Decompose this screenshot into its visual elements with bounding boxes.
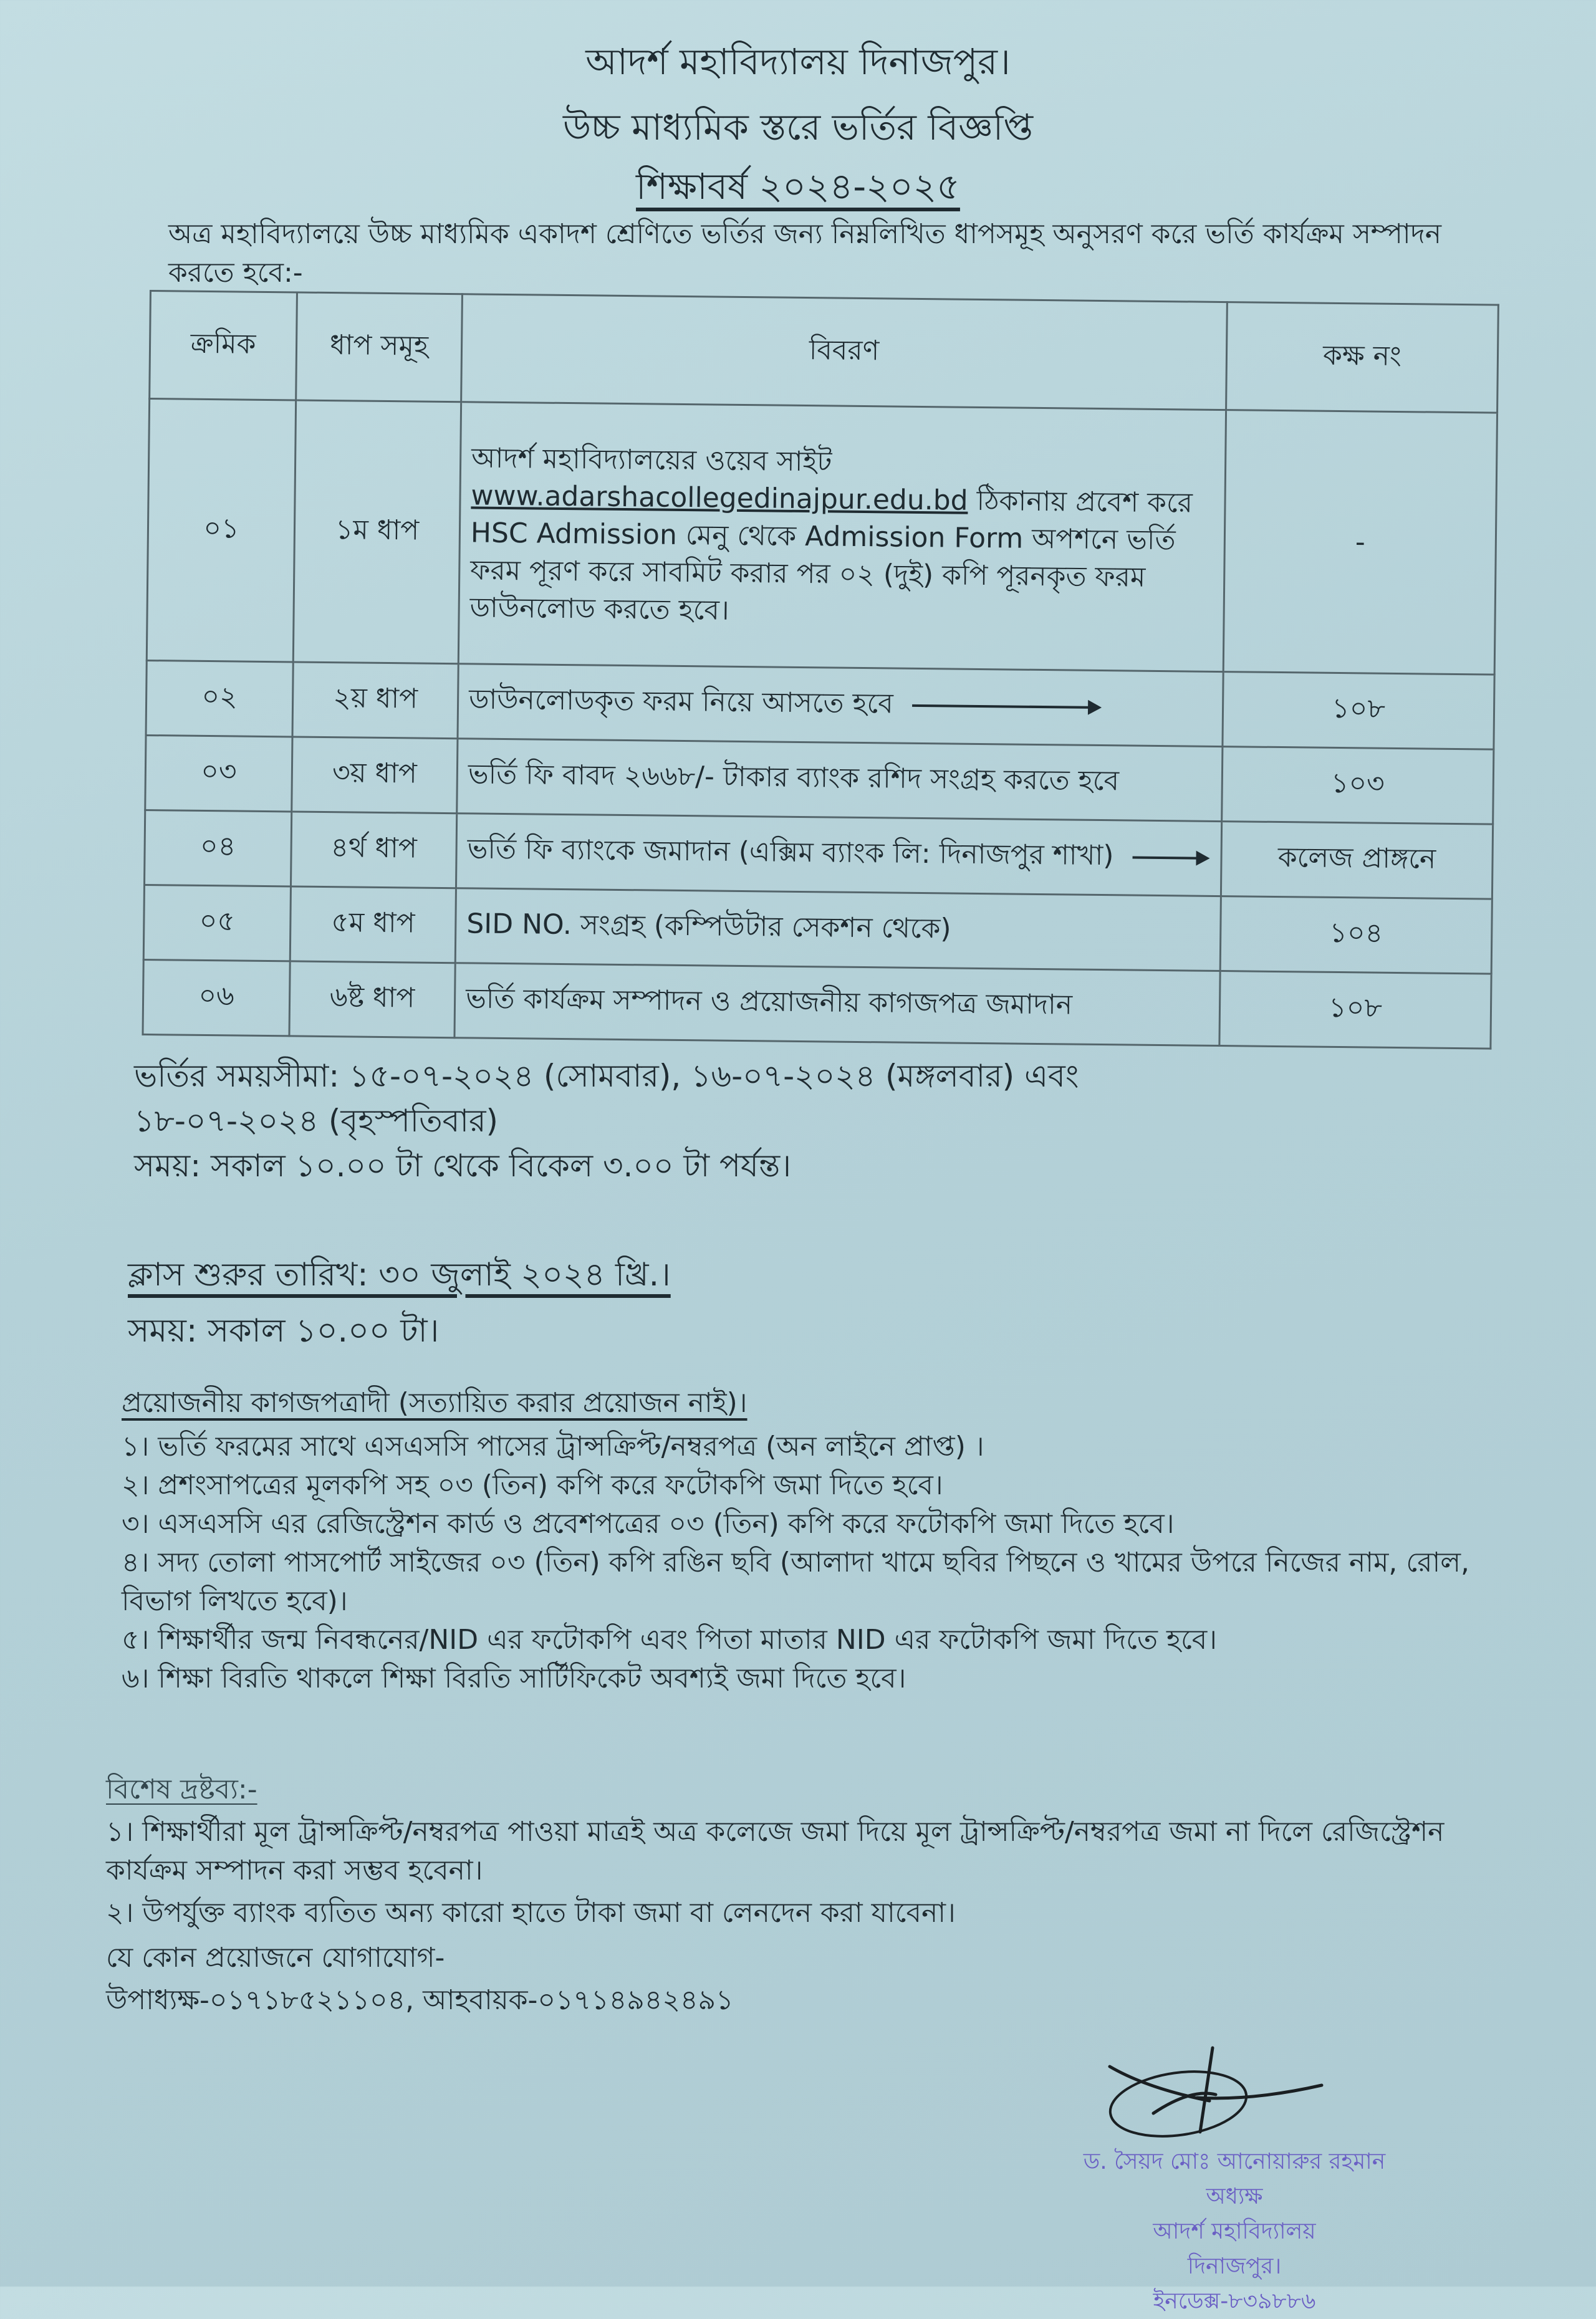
special-notes-heading: বিশেষ দ্রষ্টব্য:- bbox=[106, 1774, 257, 1805]
class-start-time: সময়: সকাল ১০.০০ টা। bbox=[128, 1312, 440, 1350]
college-name: আদর্শ মহাবিদ্যালয় দিনাজপুর। bbox=[585, 41, 1011, 83]
header-room: কক্ষ নং bbox=[1226, 302, 1499, 413]
row-description bbox=[458, 402, 1226, 672]
row-step: ১ম ধাপ bbox=[293, 400, 461, 664]
admission-steps-table bbox=[142, 290, 1499, 1050]
desc-text: ভর্তি ফি ব্যাংকে জমাদান (এক্সিম ব্যাংক লি: দিনাজপুর শাখা) bbox=[467, 833, 1114, 872]
desc-text: আদর্শ মহাবিদ্যালয়ের ওয়েব সাইট bbox=[471, 441, 832, 478]
row-step: ৬ষ্ট ধাপ bbox=[289, 961, 455, 1038]
table-row bbox=[145, 810, 1493, 899]
table-row bbox=[143, 885, 1492, 974]
session-title: শিক্ষাবর্ষ ২০২৪-২০২৫ bbox=[636, 165, 960, 208]
row-step: ৫ম ধাপ bbox=[290, 886, 456, 963]
row-serial: ০৫ bbox=[143, 885, 291, 961]
header-description: বিবরণ bbox=[461, 294, 1228, 410]
document-item: ৪। সদ্য তোলা পাসপোর্ট সাইজের ০৩ (তিন) কপি রঙিন ছবি (আলাদা খামে ছবির পিছনে ও খামের উপরে নিজের নাম, রোল, বিভাগ লিখতে হবে)। bbox=[122, 1547, 1469, 1617]
header-step: ধাপ সমূহ bbox=[296, 292, 463, 402]
deadline-dates: ভর্তির সময়সীমা: ১৫-০৭-২০২৪ (সোমবার), ১৬-০৭-২০২৪ (মঙ্গলবার) এবং bbox=[134, 1058, 1079, 1094]
required-documents bbox=[122, 1384, 1512, 1698]
row-serial: ০১ bbox=[147, 399, 296, 662]
contact-label: যে কোন প্রয়োজনে যোগাযোগ- bbox=[106, 1942, 445, 1974]
row-serial: ০৪ bbox=[145, 810, 292, 886]
table-row bbox=[146, 660, 1494, 749]
class-start-date: ক্লাস শুরুর তারিখ: ৩০ জুলাই ২০২৪ খ্রি.। bbox=[128, 1256, 671, 1294]
stamp-institution: আদর্শ মহাবিদ্যালয় bbox=[1153, 2219, 1316, 2244]
documents-heading: প্রয়োজনীয় কাগজপত্রাদী (সত্যায়িত করার প্রয়োজন নাই)। bbox=[122, 1387, 748, 1419]
document-item: ১। ভর্তি ফরমের সাথে এসএসসি পাসের ট্রান্সক্রিপ্ট/নম্বরপত্র (অন লাইনে প্রাপ্ত) । bbox=[122, 1431, 984, 1462]
note-item: ২। উপর্যুক্ত ব্যাংক ব্যতিত অন্য কারো হাতে টাকা জমা বা লেনদেন করা যাবেনা। bbox=[106, 1897, 956, 1929]
document-item: ৩। এসএসসি এর রেজিস্ট্রেশন কার্ড ও প্রবেশপত্রের ০৩ (তিন) কপি করে ফটোকপি জমা দিতে হবে। bbox=[122, 1508, 1175, 1540]
deadline-time: সময়: সকাল ১০.০০ টা থেকে বিকেল ৩.০০ টা পর্যন্ত। bbox=[134, 1148, 792, 1184]
row-description: ভর্তি ফি বাবদ ২৬৬৮/- টাকার ব্যাংক রশিদ সংগ্রহ করতে হবে bbox=[457, 739, 1223, 822]
desc-text: ঠিকানায় প্রবেশ করে HSC Admission মেনু থেকে Admission Form অপশনে ভর্তি ফরম পূরণ করে সাবমিট করার পর ০২ (দুই) কপি পূরনকৃত ফরম ডাউনলোড করতে হবে। bbox=[469, 484, 1193, 627]
document-item: ৬। শিক্ষা বিরতি থাকলে শিক্ষা বিরতি সার্টিফিকেট অবশ্যই জমা দিতে হবে। bbox=[122, 1663, 906, 1694]
class-start bbox=[128, 1247, 671, 1359]
arrow-right-icon bbox=[912, 704, 1099, 709]
document-item: ৫। শিক্ষার্থীর জন্ম নিবন্ধনের/NID এর ফটোকপি এবং পিতা মাতার NID এর ফটোকপি জমা দিতে হবে। bbox=[122, 1624, 1218, 1656]
header-serial: ক্রমিক bbox=[150, 291, 297, 400]
admission-deadline bbox=[134, 1054, 1506, 1188]
row-description bbox=[456, 814, 1221, 896]
row-step: ৩য় ধাপ bbox=[292, 737, 458, 814]
row-serial: ০৩ bbox=[145, 735, 292, 811]
intro-paragraph: অত্র মহাবিদ্যালয়ে উচ্চ মাধ্যমিক একাদশ শ্রেণিতে ভর্তির জন্য নিম্নলিখিত ধাপসমূহ অনুসরণ করে ভর্তি কার্যক্রম সম্পাদন করতে হবে:- bbox=[168, 218, 1442, 289]
desc-text: ডাউনলোডকৃত ফরম নিয়ে আসতে হবে bbox=[468, 683, 894, 720]
stamp-name: ড. সৈয়দ মোঃ আনোয়ারুর রহমান bbox=[1083, 2149, 1386, 2174]
row-room: ১০৮ bbox=[1219, 971, 1491, 1049]
row-step: ৪র্থ ধাপ bbox=[291, 812, 456, 888]
notice-title: উচ্চ মাধ্যমিক স্তরে ভর্তির বিজ্ঞপ্তি bbox=[563, 106, 1033, 148]
row-serial: ০২ bbox=[146, 660, 293, 736]
row-serial: ০৬ bbox=[143, 959, 290, 1035]
arrow-right-icon bbox=[1132, 857, 1207, 860]
note-item: ১। শিক্ষার্থীরা মূল ট্রান্সক্রিপ্ট/নম্বরপত্র পাওয়া মাত্রই অত্র কলেজে জমা দিয়ে মূল ট্রান্সক্রিপ্ট/নম্বরপত্র জমা না দিলে রেজিস্ট্রেশন কার্যক্রম সম্পাদন করা সম্ভব হবেনা। bbox=[106, 1816, 1445, 1886]
stamp-index: ইনডেক্স-৮৩৯৮৮৬ bbox=[1153, 2288, 1316, 2314]
row-step: ২য় ধাপ bbox=[292, 662, 458, 739]
row-description: ভর্তি কার্যক্রম সম্পাদন ও প্রয়োজনীয় কাগজপত্র জমাদান bbox=[454, 963, 1220, 1046]
official-stamp bbox=[1060, 2144, 1409, 2319]
row-room: ১০৩ bbox=[1222, 747, 1494, 825]
special-notes bbox=[106, 1770, 1496, 2020]
table-row bbox=[147, 399, 1497, 675]
document-item: ২। প্রশংসাপত্রের মূলকপি সহ ০৩ (তিন) কপি করে ফটোকপি জমা দিতে হবে। bbox=[122, 1469, 943, 1501]
row-room: কলেজ প্রাঙ্গনে bbox=[1221, 822, 1493, 900]
deadline-dates-cont: ১৮-০৭-২০২৪ (বৃহস্পতিবার) bbox=[134, 1103, 498, 1139]
row-description: SID NO. সংগ্রহ (কম্পিউটার সেকশন থেকে) bbox=[455, 888, 1221, 971]
row-room: ১০৮ bbox=[1223, 672, 1494, 750]
row-room: ১০৪ bbox=[1220, 896, 1492, 974]
row-description bbox=[458, 664, 1223, 747]
principal-signature bbox=[1091, 2038, 1372, 2151]
row-room: - bbox=[1223, 410, 1497, 675]
table-row bbox=[143, 959, 1491, 1049]
stamp-designation: অধ্যক্ষ bbox=[1206, 2184, 1263, 2209]
contact-numbers: উপাধ্যক্ষ-০১৭১৮৫২১১০৪, আহবায়ক-০১৭১৪৯৪২৪৯১ bbox=[106, 1984, 734, 2016]
stamp-city: দিনাজপুর। bbox=[1187, 2254, 1282, 2279]
college-website-link[interactable]: www.adarshacollegedinajpur.edu.bd bbox=[471, 479, 968, 517]
table-row bbox=[145, 735, 1494, 824]
